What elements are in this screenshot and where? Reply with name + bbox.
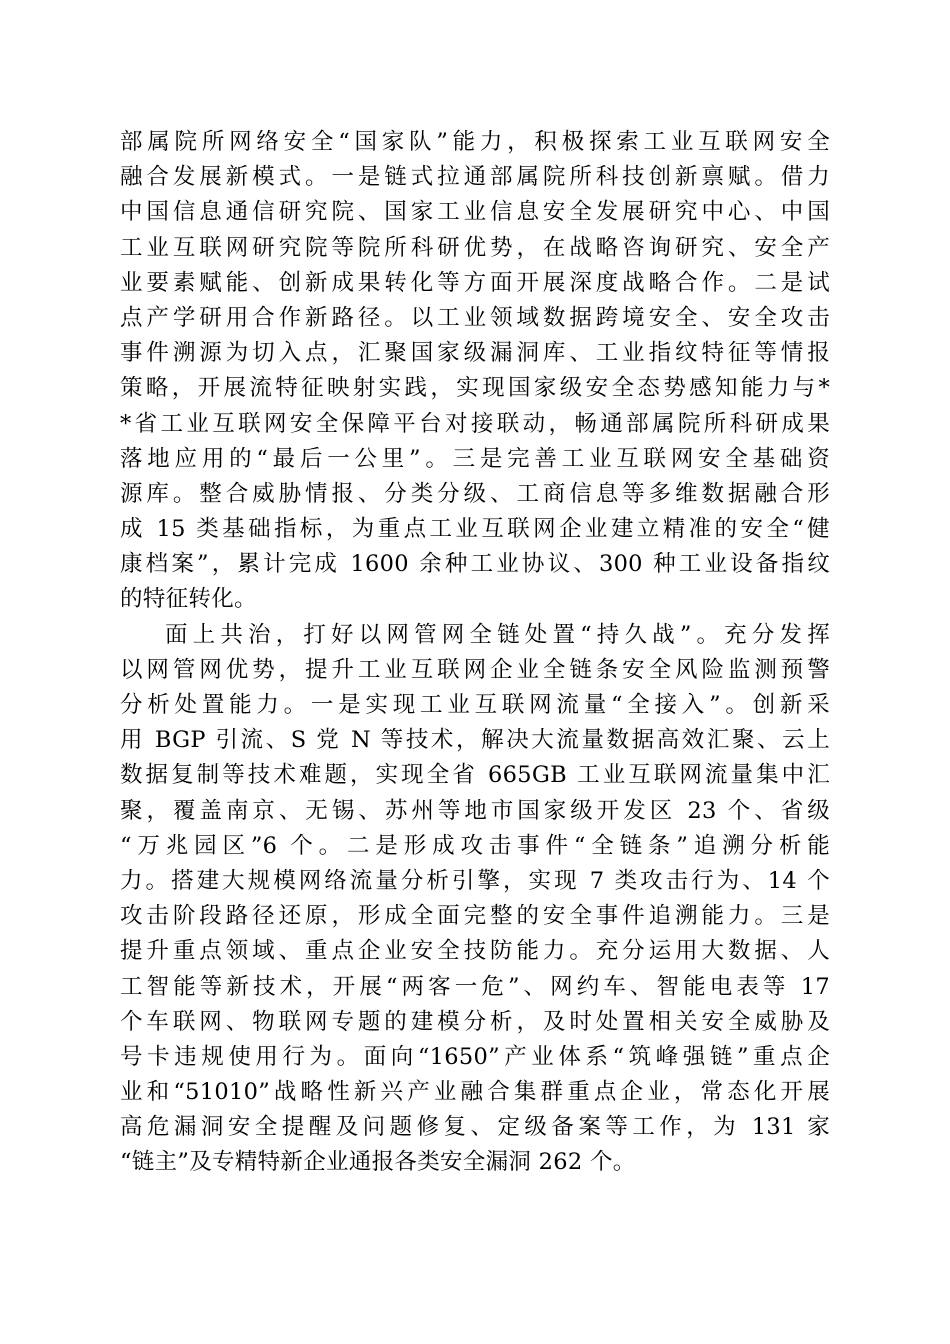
paragraph-2-line: 提升重点领域、重点企业安全技防能力。充分运用大数据、人 <box>120 938 830 965</box>
paragraph-1 <box>120 125 830 618</box>
paragraph-2-line: 力。搭建大规模网络流量分析引擎，实现 7 类攻击行为、14 个 <box>120 867 830 894</box>
paragraph-2-line: 高危漏洞安全提醒及问题修复、定级备案等工作，为 131 家 <box>120 1114 830 1141</box>
paragraph-1-line: 策略，开展流特征映射实践，实现国家级安全态势感知能力与* <box>120 375 830 402</box>
paragraph-2 <box>120 618 830 1181</box>
paragraph-2-line: 个车联网、物联网专题的建模分析，及时处置相关安全威胁及 <box>120 1008 830 1035</box>
paragraph-1-line: 中国信息通信研究院、国家工业信息安全发展研究中心、中国 <box>120 199 830 226</box>
paragraph-2-line: 分析处置能力。一是实现工业互联网流量“全接入”。创新采 <box>120 692 830 718</box>
paragraph-2-line: 号卡违规使用行为。面向“1650”产业体系“筑峰强链”重点企 <box>120 1043 830 1070</box>
paragraph-2-line: 聚，覆盖南京、无锡、苏州等地市国家级开发区 23 个、省级 <box>120 797 830 824</box>
paragraph-1-line: 源库。整合威胁情报、分类分级、工商信息等多维数据融合形 <box>120 480 830 507</box>
paragraph-1-line: 点产学研用合作新路径。以工业领域数据跨境安全、安全攻击 <box>120 304 830 331</box>
paragraph-1-line: 落地应用的“最后一公里”。三是完善工业互联网安全基础资 <box>120 445 830 472</box>
paragraph-1-line: 康档案”，累计完成 1600 余种工业协议、300 种工业设备指纹 <box>120 551 830 578</box>
paragraph-2-line: 面上共治，打好以网管网全链处置“持久战”。充分发挥 <box>165 621 830 648</box>
paragraph-1-line: 业要素赋能、创新成果转化等方面开展深度战略合作。二是试 <box>120 269 830 296</box>
document-body <box>120 125 830 1181</box>
paragraph-2-line: 用 BGP 引流、S 党 N 等技术，解决大流量数据高效汇聚、云上 <box>120 727 830 754</box>
paragraph-2-line: 工智能等新技术，开展“两客一危”、网约车、智能电表等 17 <box>120 973 830 1000</box>
paragraph-1-line: 事件溯源为切入点，汇聚国家级漏洞库、工业指纹特征等情报 <box>120 340 830 367</box>
paragraph-1-line: 的特征转化。 <box>120 586 257 613</box>
paragraph-1-line: 部属院所网络安全“国家队”能力，积极探索工业互联网安全 <box>120 129 830 155</box>
paragraph-2-line: 以网管网优势，提升工业互联网企业全链条安全风险监测预警 <box>120 656 830 683</box>
paragraph-1-line: *省工业互联网安全保障平台对接联动，畅通部属院所科研成果 <box>120 410 830 437</box>
paragraph-2-line: 业和“51010”战略性新兴产业融合集群重点企业，常态化开展 <box>120 1079 830 1106</box>
paragraph-2-line: “万兆园区”6 个。二是形成攻击事件“全链条”追溯分析能 <box>120 832 830 859</box>
paragraph-2-line: “链主”及专精特新企业通报各类安全漏洞 262 个。 <box>120 1149 636 1176</box>
paragraph-1-line: 成 15 类基础指标，为重点工业互联网企业建立精准的安全“健 <box>120 516 830 543</box>
paragraph-2-line: 攻击阶段路径还原，形成全面完整的安全事件追溯能力。三是 <box>120 903 830 930</box>
paragraph-1-line: 工业互联网研究院等院所科研优势，在战略咨询研究、安全产 <box>120 234 830 261</box>
paragraph-2-line: 数据复制等技术难题，实现全省 665GB 工业互联网流量集中汇 <box>120 762 830 789</box>
paragraph-1-line: 融合发展新模式。一是链式拉通部属院所科技创新禀赋。借力 <box>120 164 830 191</box>
